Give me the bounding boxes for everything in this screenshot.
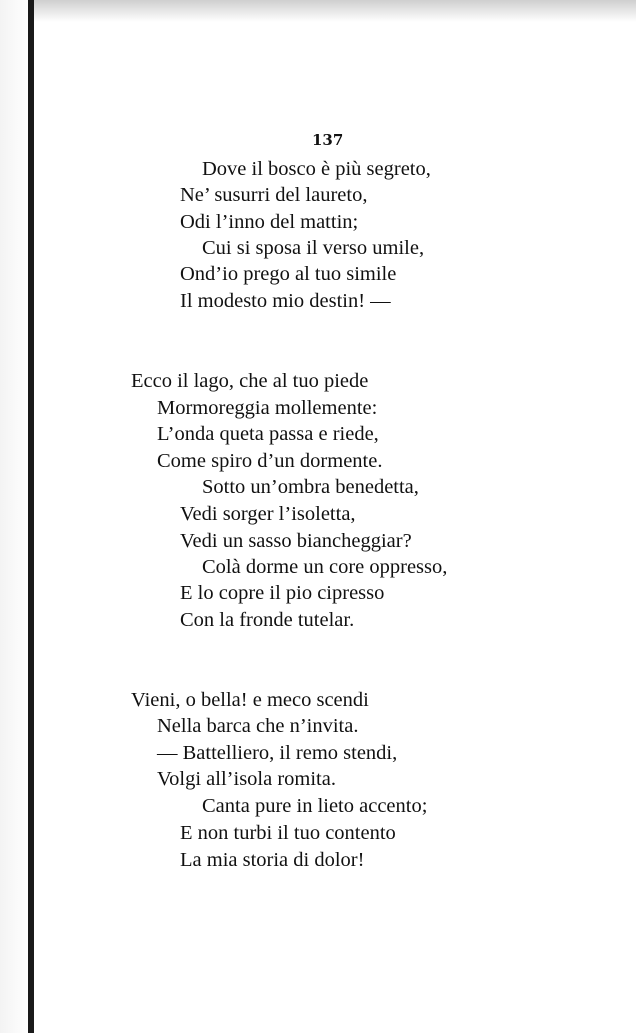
verse-line: Canta pure in lieto accento; [202, 795, 428, 817]
verse-line: Dove il bosco è più segreto, [202, 158, 431, 180]
verse-line: Ne’ susurri del laureto, [180, 184, 368, 206]
page-number: 137 [312, 131, 344, 149]
verse-line: Con la fronde tutelar. [180, 609, 355, 631]
book-spine-line [28, 0, 34, 1033]
verse-line: Vedi un sasso biancheggiar? [180, 530, 412, 552]
verse-line: Come spiro d’un dormente. [157, 450, 383, 472]
verse-line: Mormoreggia mollemente: [157, 397, 378, 419]
page-top-shadow [0, 0, 636, 22]
verse-line: Volgi all’isola romita. [157, 768, 336, 790]
verse-line: Sotto un’ombra benedetta, [202, 476, 419, 498]
verse-line: Cui si sposa il verso umile, [202, 237, 425, 259]
verse-line: L’onda queta passa e riede, [157, 423, 379, 445]
verse-line: Vedi sorger l’isoletta, [180, 503, 356, 525]
verse-line: Ecco il lago, che al tuo piede [131, 370, 369, 392]
verse-line: La mia storia di dolor! [180, 849, 365, 871]
verse-line: Nella barca che n’invita. [157, 715, 359, 737]
verse-line: Vieni, o bella! e meco scendi [131, 689, 369, 711]
verse-line: E non turbi il tuo contento [180, 822, 396, 844]
verse-line: Ond’io prego al tuo simile [180, 263, 397, 285]
verse-line: — Battelliero, il remo stendi, [157, 742, 398, 764]
verse-line: Colà dorme un core oppresso, [202, 556, 448, 578]
verse-line: Il modesto mio destin! — [180, 290, 391, 312]
verse-line: Odi l’inno del mattin; [180, 211, 359, 233]
binding-edge [0, 0, 28, 1033]
verse-line: E lo copre il pio cipresso [180, 582, 385, 604]
